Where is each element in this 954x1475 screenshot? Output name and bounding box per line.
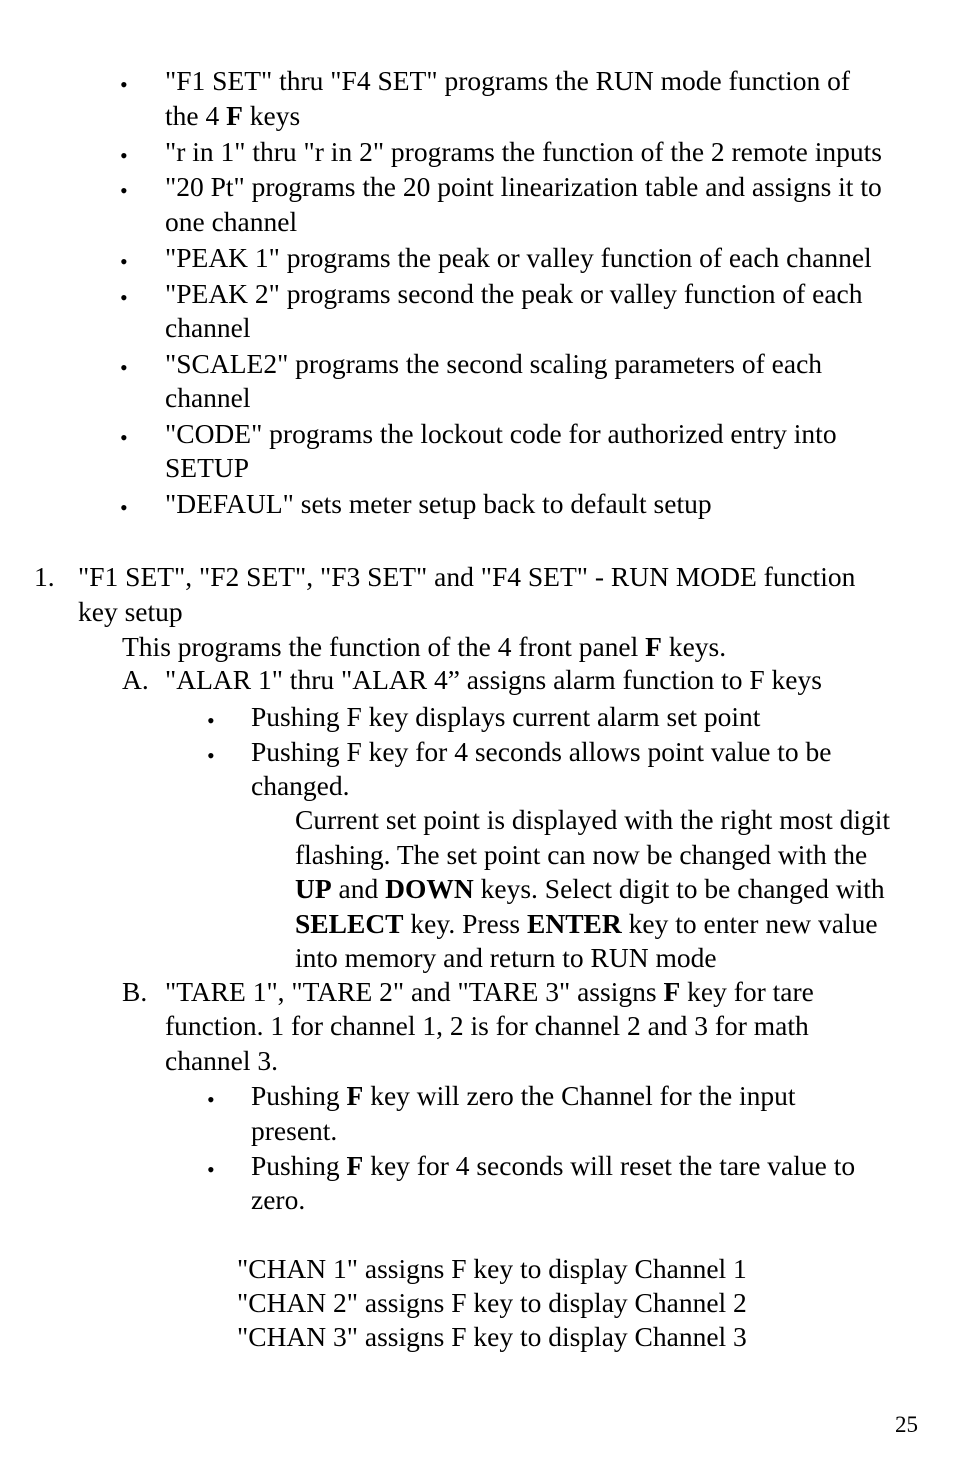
bullet: •	[120, 285, 128, 310]
item-b-bullet-continuation: zero.	[251, 1184, 306, 1215]
bullet: •	[120, 249, 128, 274]
chan-line: "CHAN 2" assigns F key to display Channel 2	[237, 1287, 747, 1318]
item-letter-b: B.	[122, 976, 148, 1007]
bullet: •	[120, 495, 128, 520]
item-b-bullet-continuation: present.	[251, 1115, 338, 1146]
bullet: •	[120, 72, 128, 97]
list-item: "PEAK 1" programs the peak or valley function of each channel	[165, 242, 872, 273]
item-b-text-continuation: function. 1 for channel 1, 2 is for channel 2 and 3 for math	[165, 1010, 809, 1041]
bullet: •	[120, 178, 128, 203]
bullet: •	[207, 743, 215, 768]
item-a-note: SELECT key. Press ENTER key to enter new value	[295, 908, 878, 939]
list-item: "F1 SET" thru "F4 SET" programs the RUN mode function of	[165, 65, 850, 96]
bullet: •	[120, 355, 128, 380]
item-b-text: "TARE 1", "TARE 2" and "TARE 3" assigns F key for tare	[165, 976, 814, 1007]
bullet: •	[207, 1157, 215, 1182]
item-a-text: "ALAR 1" thru "ALAR 4” assigns alarm function to F keys	[165, 664, 822, 695]
item-b-bullet: Pushing F key for 4 seconds will reset the tare value to	[251, 1150, 856, 1181]
item-a-note: Current set point is displayed with the right most digit	[295, 804, 891, 835]
item-b-text-continuation: channel 3.	[165, 1045, 279, 1076]
item-letter-a: A.	[122, 664, 149, 695]
list-item-continuation: SETUP	[165, 452, 250, 483]
item-a-note: into memory and return to RUN mode	[295, 942, 717, 973]
item-a-bullet: Pushing F key displays current alarm set point	[251, 701, 761, 732]
page-number: 25	[895, 1412, 918, 1437]
bullet: •	[207, 1087, 215, 1112]
bullet: •	[120, 425, 128, 450]
list-item-continuation: one channel	[165, 206, 298, 237]
item-b-bullet: Pushing F key will zero the Channel for the input	[251, 1080, 796, 1111]
chan-line: "CHAN 1" assigns F key to display Channel 1	[237, 1253, 747, 1284]
item-a-note: flashing. The set point can now be changed with the	[295, 839, 868, 870]
bullet: •	[207, 708, 215, 733]
chan-line: "CHAN 3" assigns F key to display Channel 3	[237, 1321, 747, 1352]
section-intro: This programs the function of the 4 front panel F keys.	[122, 631, 727, 662]
section-heading: "F1 SET", "F2 SET", "F3 SET" and "F4 SET" - RUN MODE function	[78, 561, 856, 592]
list-item-continuation: the 4 F keys	[165, 100, 301, 131]
list-item-continuation: channel	[165, 382, 251, 413]
item-a-note: UP and DOWN keys. Select digit to be changed with	[295, 873, 885, 904]
list-item: "DEFAUL" sets meter setup back to default setup	[165, 488, 712, 519]
list-item: "SCALE2" programs the second scaling parameters of each	[165, 348, 823, 379]
section-number: 1.	[34, 561, 55, 592]
item-a-bullet-continuation: changed.	[251, 770, 350, 801]
section-heading-continuation: key setup	[78, 596, 183, 627]
list-item: "20 Pt" programs the 20 point linearization table and assigns it to	[165, 171, 882, 202]
bullet: •	[120, 143, 128, 168]
list-item: "CODE" programs the lockout code for authorized entry into	[165, 418, 837, 449]
list-item: "r in 1" thru "r in 2" programs the function of the 2 remote inputs	[165, 136, 882, 167]
item-a-bullet: Pushing F key for 4 seconds allows point value to be	[251, 736, 832, 767]
list-item: "PEAK 2" programs second the peak or valley function of each	[165, 278, 863, 309]
list-item-continuation: channel	[165, 312, 251, 343]
